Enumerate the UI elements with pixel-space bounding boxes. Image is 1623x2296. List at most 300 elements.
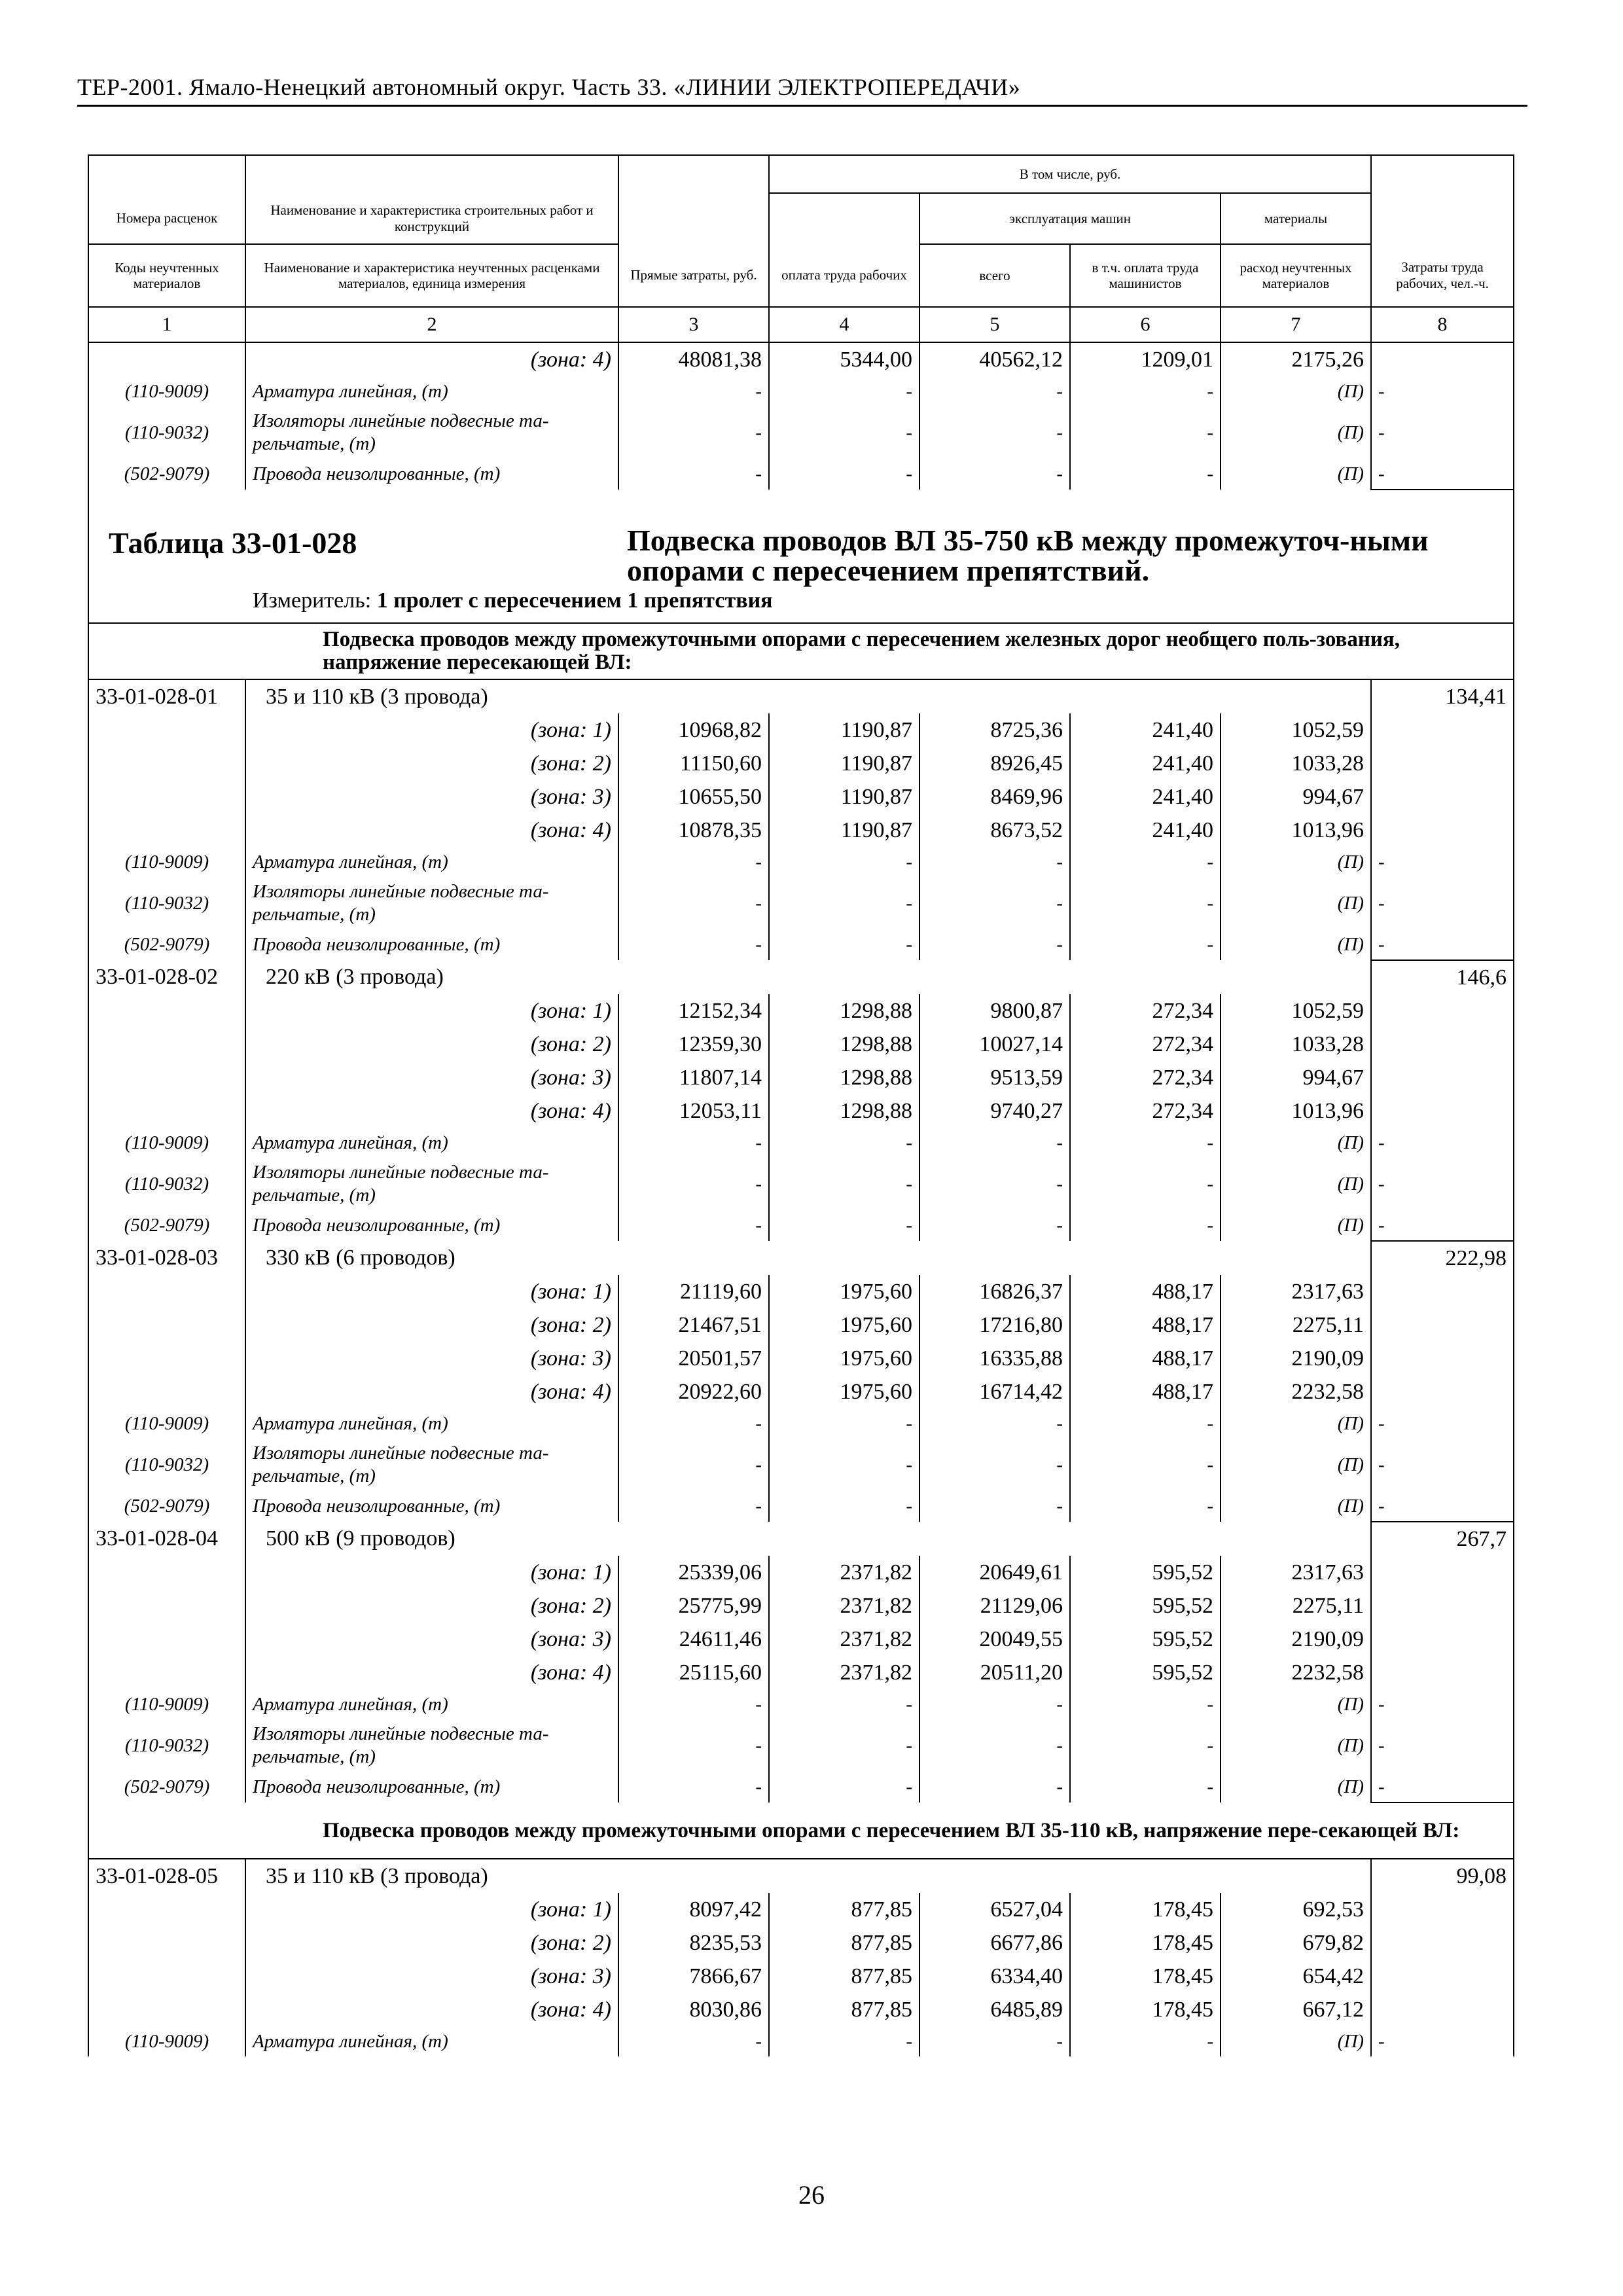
cost-value: 241,40: [1070, 713, 1221, 747]
material-dash: -: [1371, 1158, 1514, 1210]
zone-label: (зона: 1): [245, 1556, 618, 1589]
material-dash: -: [769, 877, 919, 929]
cost-value: 2371,82: [769, 1623, 919, 1656]
material-unit-p: (П): [1221, 877, 1371, 929]
material-dash: -: [618, 459, 769, 490]
material-dash: -: [1371, 459, 1514, 490]
header-name-mat: Наименование и характеристика неучтенных расценками материалов, единица измерения: [245, 244, 618, 307]
material-dash: -: [618, 1719, 769, 1772]
cost-value: 679,82: [1221, 1926, 1371, 1960]
zone-label: (зона: 4): [245, 1993, 618, 2026]
zone-label: (зона: 1): [245, 713, 618, 747]
material-name: Провода неизолированные, (т): [245, 459, 618, 490]
cost-value: 2317,63: [1221, 1275, 1371, 1308]
header-materials-cons: расход неучтенных материалов: [1221, 244, 1371, 307]
zone-label: (зона: 2): [245, 1308, 618, 1342]
zone-label: (зона: 3): [245, 1061, 618, 1094]
cost-value: 10655,50: [618, 780, 769, 814]
material-dash: -: [919, 459, 1070, 490]
cost-value: 6527,04: [919, 1893, 1070, 1926]
cost-value: 48081,38: [618, 342, 769, 376]
zone-label: (зона: 4): [245, 1375, 618, 1408]
material-row: [88, 406, 1514, 459]
header-labor-pay: оплата труда рабочих: [769, 244, 919, 307]
material-dash: -: [919, 1689, 1070, 1719]
rate-code: 33-01-028-03: [88, 1241, 245, 1275]
material-dash: -: [618, 1772, 769, 1803]
zone-row: [88, 1061, 1514, 1094]
material-row: [88, 1719, 1514, 1772]
material-dash: -: [1371, 1210, 1514, 1241]
cost-value: 20501,57: [618, 1342, 769, 1375]
material-dash: -: [618, 376, 769, 406]
cost-value: 8235,53: [618, 1926, 769, 1960]
material-dash: -: [919, 1128, 1070, 1158]
cost-value: 5344,00: [769, 342, 919, 376]
material-name: Изоляторы линейные подвесные та-рельчатые, (т): [245, 1158, 618, 1210]
material-unit-p: (П): [1221, 1772, 1371, 1803]
cost-value: 16826,37: [919, 1275, 1070, 1308]
cost-value: 2175,26: [1221, 342, 1371, 376]
table-title-row: [88, 490, 1514, 623]
cost-value: 20511,20: [919, 1656, 1070, 1689]
cost-value: 178,45: [1070, 1960, 1221, 1993]
cost-value: 595,52: [1070, 1656, 1221, 1689]
cost-value: 6334,40: [919, 1960, 1070, 1993]
material-dash: -: [618, 929, 769, 960]
material-row: [88, 1439, 1514, 1491]
cost-value: 1190,87: [769, 713, 919, 747]
cost-value: 877,85: [769, 1926, 919, 1960]
labor-cost: 134,41: [1371, 679, 1514, 713]
material-unit-p: (П): [1221, 1158, 1371, 1210]
zone-label: (зона: 2): [245, 747, 618, 780]
material-row: [88, 877, 1514, 929]
cost-value: 1209,01: [1070, 342, 1221, 376]
material-dash: -: [618, 1689, 769, 1719]
material-name: Провода неизолированные, (т): [245, 1210, 618, 1241]
material-dash: -: [1371, 929, 1514, 960]
material-dash: -: [919, 406, 1070, 459]
material-dash: -: [1371, 1128, 1514, 1158]
cost-value: 12359,30: [618, 1028, 769, 1061]
zone-row: [88, 994, 1514, 1028]
material-dash: -: [1070, 2026, 1221, 2056]
rate-name: 330 кВ (6 проводов): [245, 1241, 1371, 1275]
material-dash: -: [1371, 847, 1514, 877]
material-dash: -: [618, 1439, 769, 1491]
zone-label: (зона: 1): [245, 994, 618, 1028]
material-row: [88, 459, 1514, 490]
header-machines: эксплуатация машин: [919, 193, 1221, 244]
header-direct: Прямые затраты, руб.: [618, 244, 769, 307]
material-unit-p: (П): [1221, 1689, 1371, 1719]
cost-value: 10968,82: [618, 713, 769, 747]
unit-label: Измеритель:: [253, 588, 372, 613]
cost-value: 1052,59: [1221, 713, 1371, 747]
zone-row: [88, 1623, 1514, 1656]
material-name: Изоляторы линейные подвесные та-рельчатые, (т): [245, 406, 618, 459]
cost-value: 2190,09: [1221, 1623, 1371, 1656]
zone-label: (зона: 3): [245, 1342, 618, 1375]
material-dash: -: [919, 2026, 1070, 2056]
header-codes-mat: Коды неучтенных материалов: [88, 244, 245, 307]
material-dash: -: [919, 376, 1070, 406]
material-dash: -: [618, 877, 769, 929]
cost-value: 17216,80: [919, 1308, 1070, 1342]
material-code: (502-9079): [88, 1210, 245, 1241]
cost-value: 11807,14: [618, 1061, 769, 1094]
material-dash: -: [618, 1491, 769, 1522]
header-materials: материалы: [1221, 193, 1371, 244]
cost-value: 9740,27: [919, 1094, 1070, 1128]
unit-value: 1 пролет с пересечением 1 препятствия: [376, 588, 773, 613]
cost-value: 2371,82: [769, 1589, 919, 1623]
cost-value: 21467,51: [618, 1308, 769, 1342]
material-dash: -: [1070, 459, 1221, 490]
zone-label: (зона: 2): [245, 1028, 618, 1061]
cost-value: 2190,09: [1221, 1342, 1371, 1375]
cost-value: 1190,87: [769, 814, 919, 847]
material-name: Арматура линейная, (т): [245, 847, 618, 877]
zone-row: [88, 1589, 1514, 1623]
material-name: Арматура линейная, (т): [245, 1689, 618, 1719]
material-dash: -: [1371, 1719, 1514, 1772]
cost-value: 9513,59: [919, 1061, 1070, 1094]
cost-value: 8673,52: [919, 814, 1070, 847]
material-code: (110-9009): [88, 1408, 245, 1439]
zone-label: (зона: 1): [245, 1275, 618, 1308]
material-dash: -: [1371, 1689, 1514, 1719]
cost-value: 40562,12: [919, 342, 1070, 376]
material-unit-p: (П): [1221, 2026, 1371, 2056]
cost-value: 10878,35: [618, 814, 769, 847]
material-row: [88, 1491, 1514, 1522]
material-dash: -: [618, 1210, 769, 1241]
material-row: [88, 2026, 1514, 2056]
material-dash: -: [618, 1158, 769, 1210]
header-name-works: Наименование и характеристика строительных работ и конструкций: [245, 193, 618, 244]
cost-value: 1975,60: [769, 1275, 919, 1308]
material-dash: -: [1371, 1772, 1514, 1803]
cost-value: 11150,60: [618, 747, 769, 780]
cost-value: 994,67: [1221, 1061, 1371, 1094]
price-table: [88, 154, 1514, 2056]
zone-row: [88, 713, 1514, 747]
labor-cost: 99,08: [1371, 1859, 1514, 1893]
cost-value: 1052,59: [1221, 994, 1371, 1028]
section-heading: Подвеска проводов между промежуточными опорами с пересечением ВЛ 35-110 кВ, напряжение пере-секающей ВЛ:: [245, 1803, 1514, 1859]
cost-value: 692,53: [1221, 1893, 1371, 1926]
zone-label: (зона: 2): [245, 1589, 618, 1623]
material-dash: -: [769, 1772, 919, 1803]
material-unit-p: (П): [1221, 459, 1371, 490]
zone-label: (зона: 2): [245, 1926, 618, 1960]
zone-label: (зона: 1): [245, 1893, 618, 1926]
cost-value: 1013,96: [1221, 814, 1371, 847]
cost-value: 21129,06: [919, 1589, 1070, 1623]
cost-value: 20049,55: [919, 1623, 1070, 1656]
material-row: [88, 929, 1514, 960]
material-dash: -: [769, 1158, 919, 1210]
material-name: Изоляторы линейные подвесные та-рельчатые, (т): [245, 1439, 618, 1491]
material-unit-p: (П): [1221, 1439, 1371, 1491]
material-dash: -: [919, 1719, 1070, 1772]
table-unit: [253, 588, 773, 613]
cost-value: 6677,86: [919, 1926, 1070, 1960]
header-rule: [77, 105, 1527, 107]
material-dash: -: [919, 1439, 1070, 1491]
material-code: (110-9032): [88, 1439, 245, 1491]
zone-row: [88, 1556, 1514, 1589]
material-row: [88, 1408, 1514, 1439]
cost-value: 595,52: [1070, 1623, 1221, 1656]
zone-row: [88, 1028, 1514, 1061]
rate-row: [88, 1859, 1514, 1893]
material-dash: -: [919, 1772, 1070, 1803]
material-dash: -: [1070, 1128, 1221, 1158]
cost-value: 7866,67: [618, 1960, 769, 1993]
zone-row: [88, 1094, 1514, 1128]
cost-value: 24611,46: [618, 1623, 769, 1656]
cost-value: 272,34: [1070, 1094, 1221, 1128]
rate-name: 500 кВ (9 проводов): [245, 1522, 1371, 1556]
cost-value: 21119,60: [618, 1275, 769, 1308]
material-unit-p: (П): [1221, 1128, 1371, 1158]
cost-value: 1033,28: [1221, 747, 1371, 780]
zone-label: (зона: 4): [245, 1656, 618, 1689]
material-dash: -: [1070, 929, 1221, 960]
cost-value: 1298,88: [769, 994, 919, 1028]
material-row: [88, 1689, 1514, 1719]
header-row-1: [88, 155, 1514, 193]
zone-label: (зона: 4): [245, 342, 618, 376]
material-code: (110-9032): [88, 877, 245, 929]
material-dash: -: [769, 929, 919, 960]
section-heading: Подвеска проводов между промежуточными опорами с пересечением железных дорог необщего поль-зования, напряжение пересекающей ВЛ:: [245, 623, 1514, 679]
cost-value: 16714,42: [919, 1375, 1070, 1408]
material-name: Арматура линейная, (т): [245, 2026, 618, 2056]
zone-row: [88, 780, 1514, 814]
material-dash: -: [769, 1719, 919, 1772]
material-dash: -: [618, 1128, 769, 1158]
material-dash: -: [919, 929, 1070, 960]
material-dash: -: [769, 1128, 919, 1158]
section-heading-row: [88, 623, 1514, 679]
material-dash: -: [1371, 1491, 1514, 1522]
carry-zone-row: [88, 342, 1514, 376]
cost-value: 877,85: [769, 1893, 919, 1926]
rate-name: 35 и 110 кВ (3 провода): [245, 679, 1371, 713]
cost-value: 8097,42: [618, 1893, 769, 1926]
material-unit-p: (П): [1221, 1408, 1371, 1439]
cost-value: 178,45: [1070, 1893, 1221, 1926]
cost-value: 8030,86: [618, 1993, 769, 2026]
rate-row: [88, 1522, 1514, 1556]
labor-cost: 222,98: [1371, 1241, 1514, 1275]
material-dash: -: [769, 1408, 919, 1439]
table-number: Таблица 33-01-028: [109, 526, 357, 560]
material-name: Арматура линейная, (т): [245, 1408, 618, 1439]
rate-name: 220 кВ (3 провода): [245, 960, 1371, 994]
material-dash: -: [769, 2026, 919, 2056]
material-dash: -: [1070, 847, 1221, 877]
material-name: Изоляторы линейные подвесные та-рельчатые, (т): [245, 1719, 618, 1772]
material-dash: -: [769, 1689, 919, 1719]
material-dash: -: [1070, 1491, 1221, 1522]
header-number-row: 1 2 3 4 5 6 7 8: [88, 307, 1514, 342]
zone-row: [88, 1960, 1514, 1993]
material-dash: -: [769, 459, 919, 490]
cost-value: 25775,99: [618, 1589, 769, 1623]
cost-value: 1975,60: [769, 1308, 919, 1342]
material-dash: -: [1371, 2026, 1514, 2056]
material-row: [88, 376, 1514, 406]
material-name: Арматура линейная, (т): [245, 376, 618, 406]
rate-code: 33-01-028-04: [88, 1522, 245, 1556]
material-dash: -: [769, 847, 919, 877]
material-dash: -: [1070, 1210, 1221, 1241]
material-unit-p: (П): [1221, 1210, 1371, 1241]
cost-value: 241,40: [1070, 747, 1221, 780]
zone-label: (зона: 3): [245, 1960, 618, 1993]
material-dash: -: [769, 376, 919, 406]
cost-value: 10027,14: [919, 1028, 1070, 1061]
page-number: 26: [798, 2180, 825, 2210]
material-dash: -: [1371, 877, 1514, 929]
table-body: [88, 155, 1514, 2056]
material-code: (502-9079): [88, 1491, 245, 1522]
material-dash: -: [1070, 877, 1221, 929]
cost-value: 1975,60: [769, 1342, 919, 1375]
cost-value: 1975,60: [769, 1375, 919, 1408]
cost-value: 2232,58: [1221, 1656, 1371, 1689]
cost-value: 877,85: [769, 1993, 919, 2026]
header-machines-pay: в т.ч. оплата труда машинистов: [1070, 244, 1221, 307]
material-code: (110-9032): [88, 406, 245, 459]
cost-value: 994,67: [1221, 780, 1371, 814]
material-code: (110-9009): [88, 847, 245, 877]
material-dash: -: [919, 1408, 1070, 1439]
material-dash: -: [618, 847, 769, 877]
cost-value: 2317,63: [1221, 1556, 1371, 1589]
table-title: Подвеска проводов ВЛ 35-750 кВ между промежуточ-ными опорами с пересечением препятствий.: [627, 524, 1429, 587]
cost-value: 595,52: [1070, 1556, 1221, 1589]
rate-code: 33-01-028-05: [88, 1859, 245, 1893]
material-unit-p: (П): [1221, 847, 1371, 877]
rate-code: 33-01-028-01: [88, 679, 245, 713]
cost-value: 2371,82: [769, 1556, 919, 1589]
zone-row: [88, 1993, 1514, 2026]
cost-value: 241,40: [1070, 780, 1221, 814]
cost-value: 25115,60: [618, 1656, 769, 1689]
material-name: Изоляторы линейные подвесные та-рельчатые, (т): [245, 877, 618, 929]
zone-row: [88, 814, 1514, 847]
section-heading-row: [88, 1803, 1514, 1859]
zone-row: [88, 1275, 1514, 1308]
rate-name: 35 и 110 кВ (3 провода): [245, 1859, 1371, 1893]
material-dash: -: [1070, 1719, 1221, 1772]
cost-value: 488,17: [1070, 1342, 1221, 1375]
material-dash: -: [769, 1210, 919, 1241]
cost-value: 12053,11: [618, 1094, 769, 1128]
running-header: ТЕР-2001. Ямало-Ненецкий автономный округ. Часть 33. «ЛИНИИ ЭЛЕКТРОПЕРЕДАЧИ»: [77, 74, 1021, 100]
cost-value: 178,45: [1070, 1926, 1221, 1960]
cost-value: 1298,88: [769, 1028, 919, 1061]
zone-row: [88, 1375, 1514, 1408]
material-dash: -: [769, 1491, 919, 1522]
cost-value: 1190,87: [769, 780, 919, 814]
cost-value: 2371,82: [769, 1656, 919, 1689]
cost-value: 8469,96: [919, 780, 1070, 814]
material-row: [88, 1128, 1514, 1158]
material-unit-p: (П): [1221, 1491, 1371, 1522]
material-name: Провода неизолированные, (т): [245, 1772, 618, 1803]
material-code: (110-9032): [88, 1158, 245, 1210]
header-labor-cost: Затраты труда рабочих, чел.-ч.: [1371, 244, 1514, 307]
cost-value: 2275,11: [1221, 1589, 1371, 1623]
material-dash: -: [919, 1158, 1070, 1210]
rate-row: [88, 960, 1514, 994]
material-dash: -: [618, 406, 769, 459]
cost-value: 1298,88: [769, 1061, 919, 1094]
material-code: (110-9032): [88, 1719, 245, 1772]
material-dash: -: [618, 2026, 769, 2056]
cost-value: 1013,96: [1221, 1094, 1371, 1128]
material-code: (502-9079): [88, 1772, 245, 1803]
rate-code: 33-01-028-02: [88, 960, 245, 994]
cost-value: 488,17: [1070, 1375, 1221, 1408]
material-name: Арматура линейная, (т): [245, 1128, 618, 1158]
cost-value: 1190,87: [769, 747, 919, 780]
cost-value: 272,34: [1070, 1028, 1221, 1061]
header-num-rates: Номера расценок: [88, 193, 245, 244]
zone-label: (зона: 3): [245, 1623, 618, 1656]
material-code: (502-9079): [88, 459, 245, 490]
cost-value: 20922,60: [618, 1375, 769, 1408]
material-unit-p: (П): [1221, 929, 1371, 960]
cost-value: 877,85: [769, 1960, 919, 1993]
zone-row: [88, 1342, 1514, 1375]
material-dash: -: [1371, 376, 1514, 406]
cost-value: 25339,06: [618, 1556, 769, 1589]
material-dash: -: [1371, 1408, 1514, 1439]
zone-row: [88, 1926, 1514, 1960]
zone-row: [88, 1656, 1514, 1689]
material-dash: -: [769, 1439, 919, 1491]
material-dash: -: [1070, 1158, 1221, 1210]
zone-label: (зона: 4): [245, 1094, 618, 1128]
zone-label: (зона: 4): [245, 814, 618, 847]
material-row: [88, 1158, 1514, 1210]
material-code: (110-9009): [88, 2026, 245, 2056]
cost-value: 488,17: [1070, 1308, 1221, 1342]
material-dash: -: [1070, 1689, 1221, 1719]
labor-cost: 267,7: [1371, 1522, 1514, 1556]
material-dash: -: [769, 406, 919, 459]
material-unit-p: (П): [1221, 406, 1371, 459]
material-dash: -: [1070, 1772, 1221, 1803]
material-name: Провода неизолированные, (т): [245, 1491, 618, 1522]
material-dash: -: [1371, 1439, 1514, 1491]
cost-value: 488,17: [1070, 1275, 1221, 1308]
material-dash: -: [1371, 406, 1514, 459]
header-incl: В том числе, руб.: [769, 155, 1371, 193]
zone-row: [88, 1893, 1514, 1926]
material-code: (502-9079): [88, 929, 245, 960]
cost-value: 1298,88: [769, 1094, 919, 1128]
cost-value: 595,52: [1070, 1589, 1221, 1623]
